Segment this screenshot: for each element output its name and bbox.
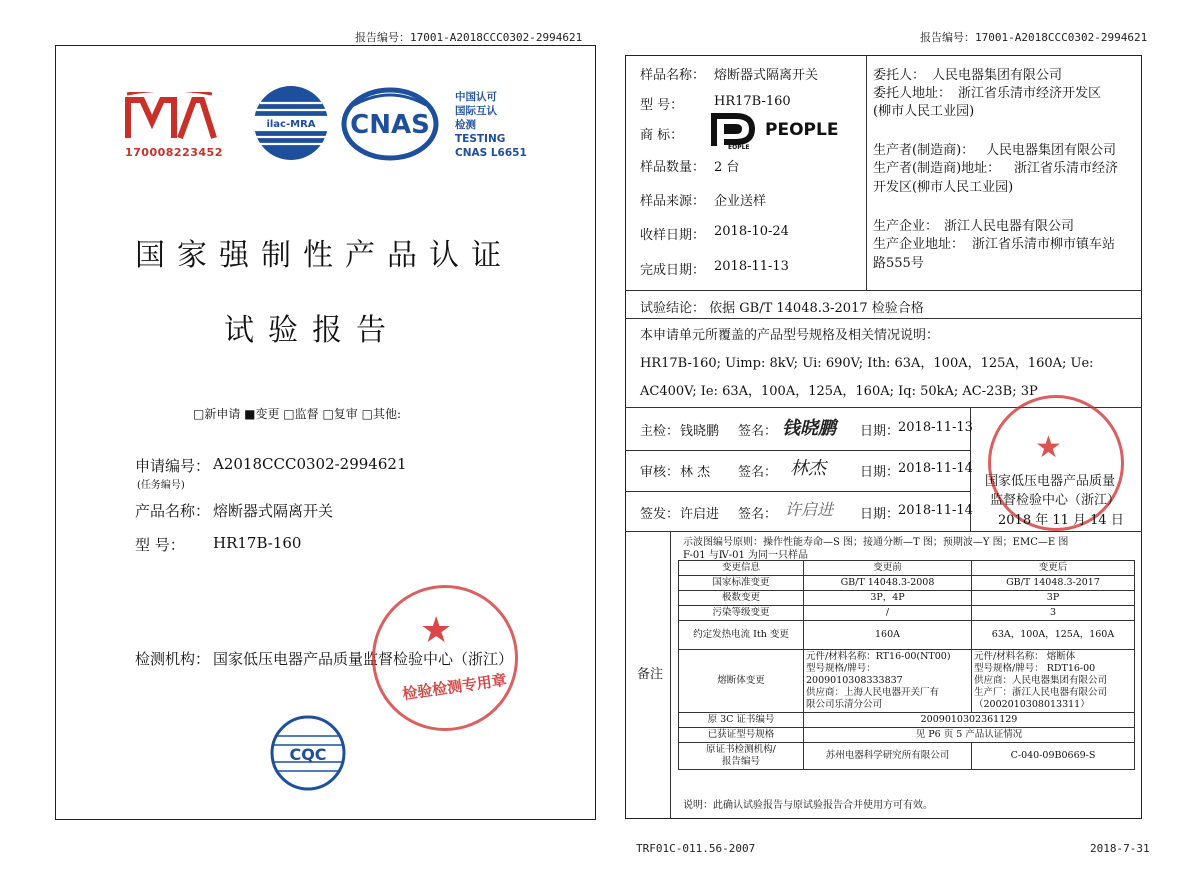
cnas-logo	[340, 85, 440, 163]
received-date: 2018-10-24	[714, 224, 789, 239]
table-cell: GB/T 14048.3-2017	[972, 576, 1135, 591]
approver-signature: 许启进	[785, 500, 834, 519]
cnas-line: 中国认可	[455, 91, 497, 103]
task-no-label: (任务编号)	[137, 480, 185, 491]
table-cell: 160A	[804, 621, 972, 650]
approver-name: 许启进	[680, 507, 720, 522]
fuse-after-cell	[972, 650, 1135, 713]
application-no-label: 申请编号：	[135, 457, 211, 475]
inspection-seal	[372, 585, 518, 731]
fuse-after-line: 生产厂：浙江人民电器有限公司	[974, 687, 1108, 698]
report-number-left: 报告编号：17001-A2018CCC0302-2994621	[355, 31, 583, 44]
application-type-row: □新申请 ■变更 □监督 □复审 □其他:	[193, 407, 401, 421]
producer: 人民电器集团有限公司	[986, 143, 1117, 158]
reviewer-date: 2018-11-14	[898, 461, 973, 476]
sample-name-label: 样品名称：	[640, 68, 706, 83]
qty: 2 台	[714, 160, 740, 175]
cma-code: 170008223452	[125, 146, 223, 159]
divider	[625, 290, 1142, 291]
date-label: 日期：	[860, 424, 900, 439]
scope-line1: HR17B-160; Uimp: 8kV; Ui: 690V; Ith: 63A，100A，125A，160A; Ue:	[640, 356, 1094, 371]
table-cell: 熔断体变更	[679, 650, 804, 713]
producer-label: 生产者(制造商)：	[873, 143, 975, 158]
cnas-line: TESTING	[455, 133, 506, 145]
date-label: 日期：	[860, 507, 900, 522]
divider	[866, 55, 867, 290]
test-conclusion: 试验结论： 依据 GB/T 14048.3-2017 检验合格	[640, 301, 924, 316]
form-date: 2018-7-31	[1090, 842, 1150, 855]
ilac-label: ilac-MRA	[266, 119, 316, 130]
producer-address-line1: 浙江省乐清市经济	[1014, 161, 1119, 176]
cma-logo	[122, 92, 223, 162]
table-cell: 极数变更	[679, 591, 804, 606]
client: 人民电器集团有限公司	[932, 68, 1063, 83]
client-address-line1: 浙江省乐清市经济开发区	[958, 86, 1102, 101]
scope-title: 本申请单元所覆盖的产品型号规格及相关情况说明：	[640, 328, 940, 343]
client-label: 委托人：	[873, 68, 926, 83]
date-label: 日期：	[860, 465, 900, 480]
fuse-before-line: 限公司乐清分公司	[806, 699, 883, 710]
fuse-after-line: 元件/材料名称： 熔断体	[974, 651, 1076, 662]
report-number-right: 报告编号：17001-A2018CCC0302-2994621	[920, 31, 1148, 44]
remarks-intro-line1: 示波图编号原则：操作性能寿命—S 图；接通分断—T 图；预期波—Y 图；EMC—E 图	[683, 537, 1069, 548]
main-tester-name: 钱晓鹏	[680, 424, 720, 439]
cqc-label: CQC	[289, 745, 327, 764]
cnas-caption	[455, 90, 527, 160]
table-cell: 见 P6 页 5 产品认证情况	[804, 728, 1135, 743]
table-row	[679, 728, 1135, 743]
table-cell: 3P	[972, 591, 1135, 606]
trademark-small-text: EOPLE	[728, 144, 750, 151]
client-address-label: 委托人地址：	[873, 86, 952, 101]
fuse-after-line: 供应商：人民电器集团有限公司	[974, 675, 1108, 686]
cover-model: HR17B-160	[213, 534, 302, 552]
change-table	[678, 560, 1135, 770]
table-header: 变更信息	[679, 561, 804, 576]
cma-mark-icon	[122, 92, 217, 144]
reviewer-signature: 林杰	[790, 458, 826, 479]
ilac-mra-logo	[246, 82, 336, 164]
table-cell: 2009010302361129	[804, 713, 1135, 728]
cnas-line: CNAS L6651	[455, 147, 527, 159]
trademark-text: PEOPLE	[765, 120, 839, 140]
issuer-date: 2018 年 11 月 14 日	[998, 513, 1124, 528]
cnas-label: CNAS	[350, 110, 430, 140]
cover-title: 国家强制性产品认证	[135, 238, 513, 273]
cnas-line: 国际互认	[455, 105, 497, 117]
divider	[625, 318, 1142, 319]
table-cell: GB/T 14048.3-2008	[804, 576, 972, 591]
trademark-label: 商 标：	[640, 128, 684, 143]
approver-label: 签发：	[640, 507, 680, 522]
ilac-globe-icon	[246, 82, 336, 164]
source: 企业送样	[714, 194, 767, 209]
scope-line2: AC400V; Ie: 63A，100A，125A，160A; Iq: 50kA; AC-23B; 3P	[640, 384, 1038, 399]
table-row	[679, 713, 1135, 728]
factory: 浙江人民电器有限公司	[944, 219, 1075, 234]
sample-name: 熔断器式隔离开关	[714, 68, 819, 83]
main-tester-label: 主检：	[640, 424, 680, 439]
table-cell: 污染等级变更	[679, 606, 804, 621]
cover-model-label: 型 号：	[135, 536, 185, 554]
factory-label: 生产企业：	[873, 219, 939, 234]
cover-subtitle: 试验报告	[224, 313, 400, 348]
factory-address-line1: 浙江省乐清市柳市镇车站	[972, 237, 1116, 252]
seal-star-icon: ★	[420, 610, 453, 651]
table-cell: 原 3C 证书编号	[679, 713, 804, 728]
main-tester-date: 2018-11-13	[898, 420, 973, 435]
qty-label: 样品数量：	[640, 160, 706, 175]
table-header: 变更前	[804, 561, 972, 576]
validity-note: 说明：此确认试验报告与原试验报告合并使用方可有效。	[683, 800, 933, 811]
reviewer-name: 林 杰	[680, 465, 711, 480]
approver-date: 2018-11-14	[898, 503, 973, 518]
fuse-after-line: 型号规格/牌号： RDT16-00	[974, 663, 1096, 674]
fuse-before-line: 型号规格/牌号：	[806, 663, 876, 674]
table-row	[679, 743, 1135, 770]
table-cell	[679, 743, 804, 770]
cover-product-name: 熔断器式隔离开关	[213, 502, 334, 520]
table-cell: 国家标准变更	[679, 576, 804, 591]
divider	[625, 491, 970, 492]
remarks-intro-line2: F-01 与Ⅳ-01 为同一只样品	[683, 550, 809, 561]
table-cell: 63A，100A，125A，160A	[972, 621, 1135, 650]
issuer-line2: 监督检验中心（浙江）	[990, 493, 1121, 508]
producer-address-label: 生产者(制造商)地址：	[873, 161, 1001, 176]
table-cell: 约定发热电流 Ith 变更	[679, 621, 804, 650]
producer-address-line2: 开发区(柳市人民工业园)	[873, 180, 1014, 195]
completed-label: 完成日期：	[640, 263, 706, 278]
table-cell: 已获证型号规格	[679, 728, 804, 743]
fuse-before-line: 供应商：上海人民电器开关厂有	[806, 687, 940, 698]
fuse-after-line: （2002010308013311）	[974, 699, 1090, 710]
fuse-before-cell	[804, 650, 972, 713]
table-row	[679, 591, 1135, 606]
completed-date: 2018-11-13	[714, 259, 789, 274]
cover-product-name-label: 产品名称：	[135, 502, 211, 520]
table-header-row	[679, 561, 1135, 576]
form-number: TRF01C-011.56-2007	[636, 842, 756, 855]
lab-label: 检测机构：	[135, 650, 211, 668]
lab-name: 国家低压电器产品质量监督检验中心（浙江）	[213, 650, 514, 668]
issuer-line1: 国家低压电器产品质量	[985, 474, 1116, 489]
table-cell: 3P，4P	[804, 591, 972, 606]
trademark-logo	[710, 112, 758, 156]
table-row	[679, 621, 1135, 650]
divider	[670, 531, 671, 819]
divider	[625, 531, 1142, 532]
source-label: 样品来源：	[640, 194, 706, 209]
factory-address-label: 生产企业地址：	[873, 237, 965, 252]
seal-text: 检验检测专用章	[401, 670, 508, 704]
cqc-globe-icon	[267, 712, 349, 794]
application-no: A2018CCC0302-2994621	[213, 455, 407, 473]
factory-address-line2: 路555号	[873, 256, 924, 271]
orig-lab-label-line: 报告编号	[721, 756, 760, 767]
main-tester-signature: 钱晓鹏	[782, 418, 836, 439]
table-row	[679, 576, 1135, 591]
orig-lab-label-line: 原证书检测机构/	[706, 744, 776, 755]
table-row	[679, 650, 1135, 713]
table-cell: /	[804, 606, 972, 621]
model-label: 型 号：	[640, 98, 684, 113]
divider	[625, 450, 970, 451]
sign-label: 签名：	[738, 465, 778, 480]
table-cell: C-040-09B0669-S	[972, 743, 1135, 770]
table-row	[679, 606, 1135, 621]
table-header: 变更后	[972, 561, 1135, 576]
fuse-before-line: 2009010308333837	[806, 675, 903, 686]
cnas-line: 检测	[455, 119, 476, 131]
reviewer-label: 审核：	[640, 465, 680, 480]
model: HR17B-160	[714, 94, 791, 109]
cqc-logo	[267, 712, 349, 798]
table-cell: 3	[972, 606, 1135, 621]
issuer-seal-star-icon: ★	[1035, 430, 1062, 465]
remarks-label: 备注	[637, 667, 664, 682]
cnas-emblem-icon	[340, 85, 440, 163]
received-label: 收样日期：	[640, 228, 706, 243]
sign-label: 签名：	[738, 507, 778, 522]
sign-label: 签名：	[738, 424, 778, 439]
fuse-before-line: 元件/材料名称：RT16-00(NT00)	[806, 651, 951, 662]
table-cell: 苏州电器科学研究所有限公司	[804, 743, 972, 770]
client-address-line2: (柳市人民工业园)	[873, 104, 975, 119]
